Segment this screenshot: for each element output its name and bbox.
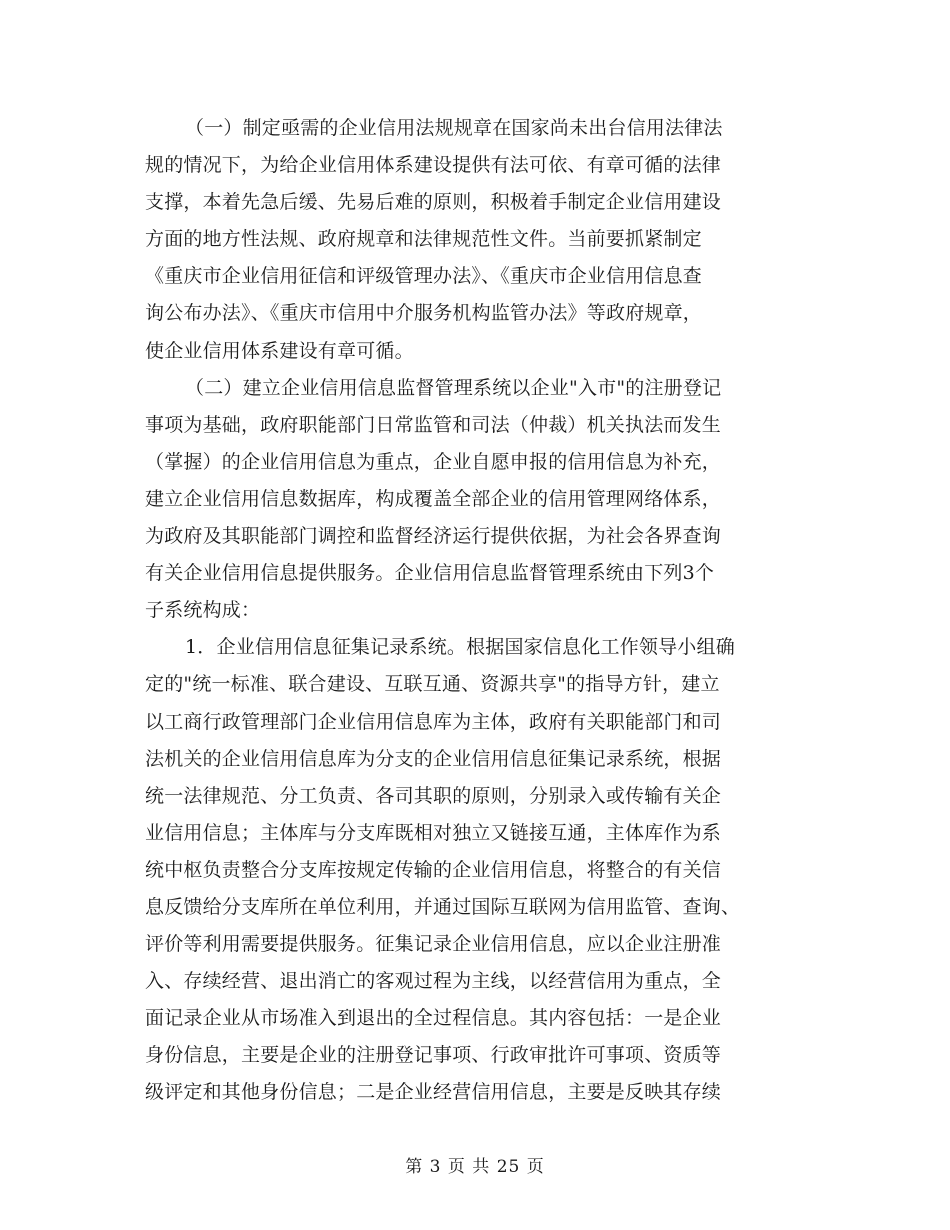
paragraph-2-line: 子系统构成： <box>145 599 261 622</box>
paragraph-3-line: 入、存续经营、退出消亡的客观过程为主线，以经营信用为重点，全 <box>145 970 722 993</box>
paragraph-2-line: 有关企业信用信息提供服务。企业信用信息监督管理系统由下列3个 <box>145 562 715 585</box>
page-footer: 第 3 页 共 25 页 <box>405 1157 545 1177</box>
paragraph-3-line: 法机关的企业信用信息库为分支的企业信用信息征集记录系统，根据 <box>145 747 722 770</box>
paragraph-3-line: 统一法律规范、分工负责、各司其职的原则，分别录入或传输有关企 <box>145 784 722 807</box>
paragraph-1-line: 方面的地方性法规、政府规章和法律规范性文件。当前要抓紧制定 <box>145 228 702 251</box>
paragraph-3-line: 面记录企业从市场准入到退出的全过程信息。其内容包括：一是企业 <box>145 1007 722 1030</box>
document-body <box>145 110 813 1112</box>
paragraph-3-line: 以工商行政管理部门企业信用信息库为主体，政府有关职能部门和司 <box>145 710 722 733</box>
paragraph-3-line: 定的"统一标准、联合建设、互联互通、资源共享"的指导方针，建立 <box>145 673 720 696</box>
paragraph-2-line: 建立企业信用信息数据库，构成覆盖全部企业的信用管理网络体系， <box>145 487 722 510</box>
paragraph-2-line: （二）建立企业信用信息监督管理系统以企业"入市"的注册登记 <box>185 376 722 399</box>
paragraph-3-line: 身份信息，主要是企业的注册登记事项、行政审批许可事项、资质等 <box>145 1044 722 1067</box>
paragraph-3-line: 统中枢负责整合分支库按规定传输的企业信用信息，将整合的有关信 <box>145 858 722 881</box>
paragraph-1-line: 《重庆市企业信用征信和评级管理办法》、《重庆市企业信用信息查 <box>145 265 703 288</box>
paragraph-2-line: 事项为基础，政府职能部门日常监管和司法（仲裁）机关执法而发生 <box>145 413 722 436</box>
paragraph-1-line: 使企业信用体系建设有章可循。 <box>145 339 414 362</box>
paragraph-1-line: 规的情况下，为给企业信用体系建设提供有法可依、有章可循的法律 <box>145 154 722 177</box>
paragraph-2-line: （掌握）的企业信用信息为重点，企业自愿申报的信用信息为补充， <box>145 450 722 473</box>
paragraph-3-line: 级评定和其他身份信息；二是企业经营信用信息，主要是反映其存续 <box>145 1081 722 1104</box>
paragraph-1-line: （一）制定亟需的企业信用法规规章在国家尚未出台信用法律法 <box>185 117 723 139</box>
paragraph-3-line: 息反馈给分支库所在单位利用，并通过国际互联网为信用监管、查询、 <box>145 895 741 918</box>
paragraph-1-line: 支撑，本着先急后缓、先易后难的原则，积极着手制定企业信用建设 <box>145 191 722 214</box>
paragraph-3-line: 评价等利用需要提供服务。征集记录企业信用信息，应以企业注册准 <box>145 933 722 956</box>
paragraph-3-line: 业信用信息；主体库与分支库既相对独立又链接互通，主体库作为系 <box>145 821 722 844</box>
paragraph-1-line: 询公布办法》、《重庆市信用中介服务机构监管办法》等政府规章， <box>145 302 703 325</box>
paragraph-3-line: 1．企业信用信息征集记录系统。根据国家信息化工作领导小组确 <box>185 636 735 659</box>
paragraph-2-line: 为政府及其职能部门调控和监督经济运行提供依据，为社会各界查询 <box>145 525 722 548</box>
